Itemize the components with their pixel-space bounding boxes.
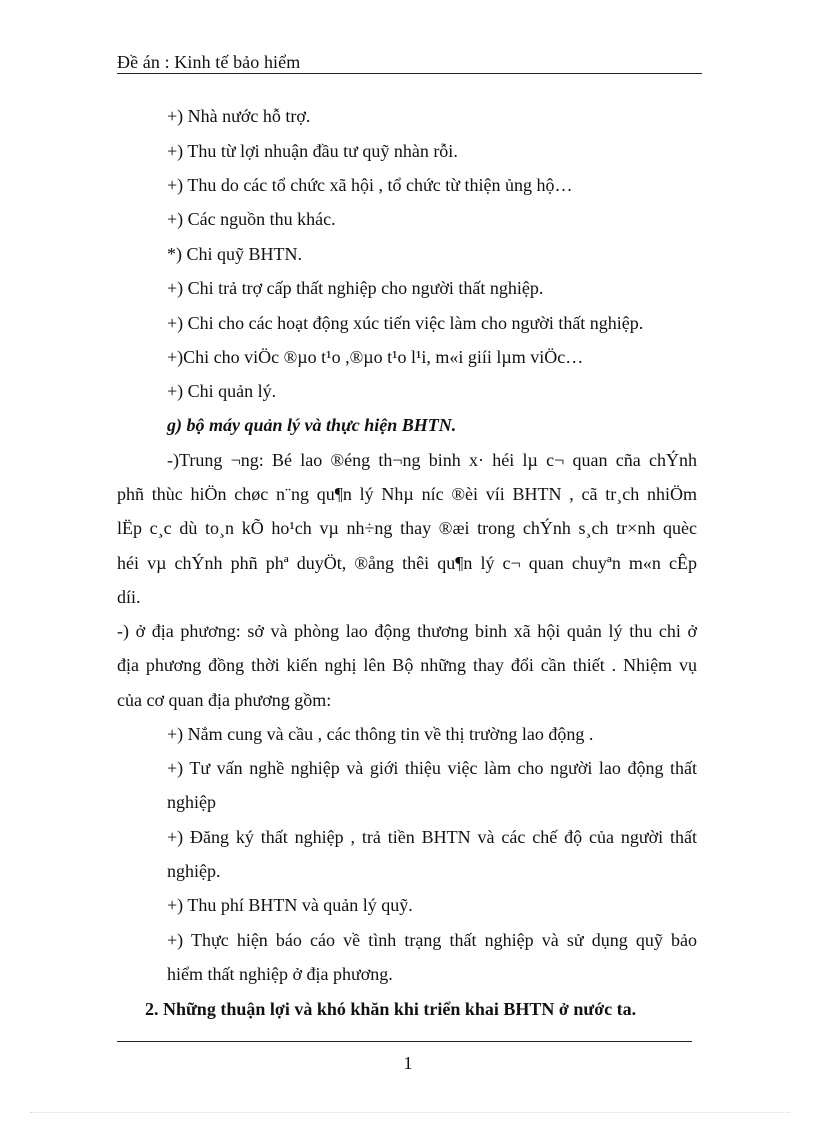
- section-heading: g) bộ máy quản lý và thực hiện BHTN.: [167, 415, 457, 435]
- paragraph-line: héi vµ chÝnh phñ phª duyÖt, ®ång thêi qu¶n lý c¬ quan chuyªn m«n cÊp: [117, 553, 697, 573]
- list-item-continuation: nghiệp.: [167, 861, 221, 881]
- paragraph-line: của cơ quan địa phương gồm:: [117, 690, 332, 710]
- list-item: +) Tư vấn nghề nghiệp và giới thiệu việc làm cho người lao động thất: [167, 758, 697, 778]
- text-line: +) Chi quản lý.: [167, 381, 277, 401]
- text-line: +) Các nguồn thu khác.: [167, 209, 336, 229]
- section-heading: 2. Những thuận lợi và khó khăn khi triển khai BHTN ở nước ta.: [145, 999, 637, 1019]
- text-line: +) Nhà nước hỗ trợ.: [167, 106, 311, 126]
- paragraph-line: -)Trung ¬ng: Bé lao ®éng th¬ng binh x· héi lµ c¬ quan cña chÝnh: [167, 450, 697, 470]
- paragraph-line: địa phương đồng thời kiến nghị lên Bộ những thay đổi cần thiết . Nhiệm vụ: [117, 655, 697, 675]
- text-line: *) Chi quỹ BHTN.: [167, 244, 302, 264]
- paragraph-line: phñ thùc hiÖn chøc n¨ng qu¶n lý Nhµ níc ®èi víi BHTN , cã tr¸ch nhiÖm: [117, 484, 697, 504]
- list-item: +) Đăng ký thất nghiệp , trả tiền BHTN và các chế độ của người thất: [167, 827, 697, 847]
- text-line: +) Chi trả trợ cấp thất nghiệp cho người thất nghiệp.: [167, 278, 544, 298]
- page-edge: [30, 1112, 790, 1113]
- list-item-continuation: nghiệp: [167, 792, 216, 812]
- text-line: +) Thu từ lợi nhuận đầu tư quỹ nhàn rỗi.: [167, 141, 458, 161]
- footer-rule: [117, 1041, 692, 1042]
- page-number: 1: [403, 1053, 413, 1073]
- text-line: +)Chi cho viÖc ®µo t¹o ,®µo t¹o l¹i, m«i giíi lµm viÖc…: [167, 347, 584, 367]
- paragraph-line: -) ở địa phương: sở và phòng lao động thương binh xã hội quản lý thu chi ở: [117, 621, 697, 641]
- paragraph-line: lËp c¸c dù to¸n kÕ ho¹ch vµ nh÷ng thay ®æi trong chÝnh s¸ch tr×nh quèc: [117, 518, 697, 538]
- list-item: +) Thu phí BHTN và quản lý quỹ.: [167, 895, 413, 915]
- header-rule: [117, 73, 702, 74]
- list-item: +) Nắm cung và cầu , các thông tin về thị trường lao động .: [167, 724, 594, 744]
- paragraph-line: díi.: [117, 587, 141, 607]
- list-item: +) Thực hiện báo cáo về tình trạng thất nghiệp và sử dụng quỹ bảo: [167, 930, 697, 950]
- text-line: +) Chi cho các hoạt động xúc tiến việc làm cho người thất nghiệp.: [167, 313, 644, 333]
- header-title: Đề án : Kinh tế bảo hiểm: [117, 52, 301, 72]
- text-line: +) Thu do các tổ chức xã hội , tổ chức từ thiện ủng hộ…: [167, 175, 573, 195]
- list-item-continuation: hiểm thất nghiệp ở địa phương.: [167, 964, 393, 984]
